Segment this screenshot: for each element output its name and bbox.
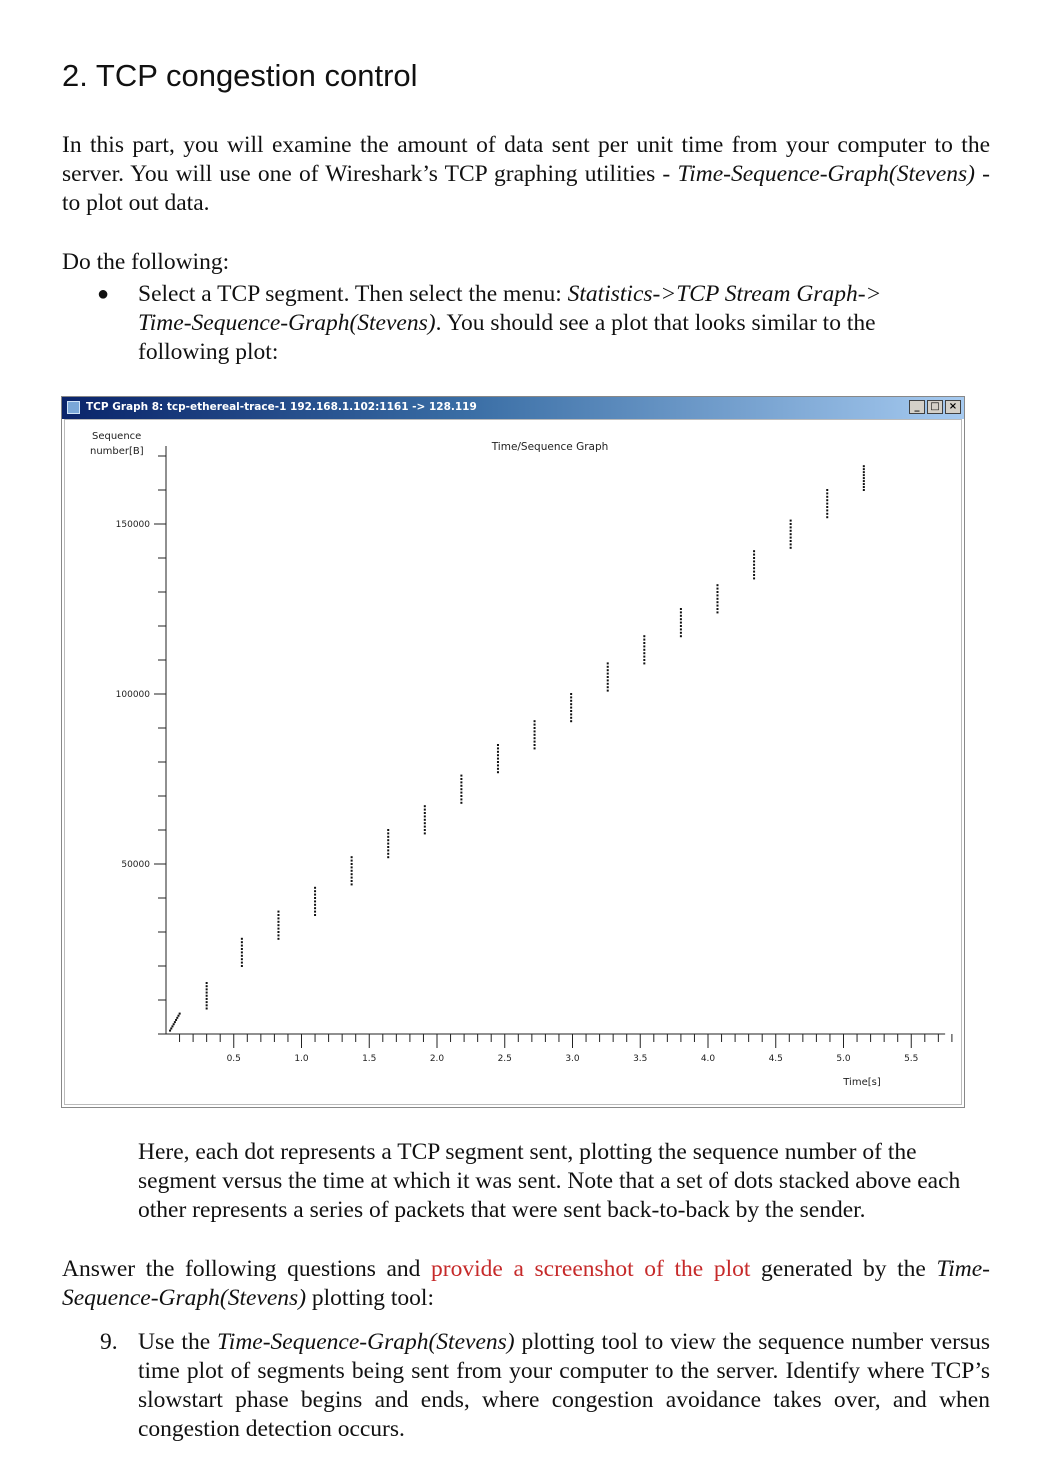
segment-dot [863,465,865,467]
segment-dot [206,982,208,984]
section-heading: 2. TCP congestion control [62,58,418,93]
segment-dot [206,1004,208,1006]
segment-dot [680,622,682,624]
segment-dot [497,764,499,766]
segment-dot [607,690,609,692]
segment-dot [314,894,316,896]
segment-dot [716,598,718,600]
intro-paragraph [62,131,990,218]
intro-tool-name: Time-Sequence-Graph(Stevens) [677,161,975,187]
segment-dot [790,530,792,532]
x-axis-label: Time[s] [843,1077,881,1088]
segment-dot [607,662,609,664]
y-tick-label: 50000 [121,860,150,870]
segment-dot [680,608,682,610]
segment-dot [169,1030,171,1032]
segment-dot [643,639,645,641]
segment-dot [170,1027,172,1029]
segment-dot [863,477,865,479]
bullet-text: Select a TCP segment. Then select the menu: [138,281,568,307]
window-titlebar[interactable] [62,397,964,419]
segment-dot [716,588,718,590]
segment-dot [460,775,462,777]
segment-dot [424,829,426,831]
segment-dot [277,931,279,933]
segment-dot [314,904,316,906]
segment-dot [753,554,755,556]
segment-dot [607,669,609,671]
segment-dot [607,679,609,681]
segment-dot [534,737,536,739]
segment-dot [460,788,462,790]
segment-dot [387,853,389,855]
bullet-text-end: . You should see a plot that looks similar to the following plot: [138,310,876,365]
segment-dot [570,717,572,719]
segment-dot [497,751,499,753]
segment-dot [387,849,389,851]
segment-dot [716,594,718,596]
segment-dot [460,778,462,780]
segment-dot [607,676,609,678]
y-axis-label-line1: Sequence [92,431,142,442]
segment-dot [534,747,536,749]
segment-dot [534,720,536,722]
segment-dot [716,611,718,613]
segment-dot [753,560,755,562]
segment-dot [241,951,243,953]
segment-dot [277,928,279,930]
segment-dot [534,730,536,732]
answer-tool-name: Time-Sequence-Graph(Stevens) [62,1256,990,1311]
segment-dot [174,1021,176,1023]
y-tick-label: 150000 [115,520,150,530]
segment-dot [570,713,572,715]
segment-dot [497,758,499,760]
segment-dot [277,917,279,919]
segment-dot [497,768,499,770]
x-tick-label: 1.5 [362,1054,377,1064]
answer-text-mid: generated by the [750,1256,937,1282]
segment-dot [314,914,316,916]
segment-dot [314,900,316,902]
x-tick-label: 2.5 [497,1054,512,1064]
y-axis-label-line2: number[B] [90,446,144,457]
segment-dot [716,605,718,607]
segment-dot [643,645,645,647]
segment-dot [351,880,353,882]
segment-dot [716,608,718,610]
segment-dot [790,543,792,545]
segment-dot [790,520,792,522]
segment-dot [206,992,208,994]
question-text: Use the [138,1329,218,1355]
segment-dot [826,506,828,508]
segment-dot [534,741,536,743]
segment-dot [680,628,682,630]
x-tick-label: 3.0 [565,1054,580,1064]
segment-dot [680,615,682,617]
segment-dot [534,727,536,729]
segment-dot [387,856,389,858]
segment-dot [241,938,243,940]
y-tick-label: 100000 [115,690,150,700]
segment-dot [643,642,645,644]
segment-dot [534,724,536,726]
segment-dot [607,686,609,688]
segment-dot [241,958,243,960]
segment-dot [534,734,536,736]
bullet-paragraph [138,280,948,367]
answer-intro [62,1255,990,1313]
segment-dot [277,924,279,926]
segment-dot [351,870,353,872]
x-tick-label: 4.5 [768,1054,783,1064]
question-paragraph [138,1328,990,1444]
x-tick-label: 1.0 [294,1054,309,1064]
segment-dot [863,468,865,470]
segment-dot [351,863,353,865]
segment-dot [424,812,426,814]
segment-dot [863,471,865,473]
segment-dot [826,496,828,498]
segment-dot [607,673,609,675]
x-tick-label: 3.5 [633,1054,648,1064]
segment-dot [716,601,718,603]
segment-dot [351,873,353,875]
x-tick-label: 5.5 [904,1054,919,1064]
segment-dot [753,577,755,579]
segment-dot [387,829,389,831]
tcp-graph-window [61,396,965,1108]
segment-dot [387,832,389,834]
segment-dot [351,877,353,879]
segment-dot [241,962,243,964]
segment-dot [790,537,792,539]
x-tick-label: 5.0 [836,1054,851,1064]
segment-dot [863,483,865,485]
segment-dot [826,499,828,501]
segment-dot [570,700,572,702]
bullet-menu-item: Time-Sequence-Graph(Stevens) [138,310,436,336]
segment-dot [643,656,645,658]
segment-dot [206,995,208,997]
segment-dot [570,703,572,705]
x-tick-label: 0.5 [226,1054,241,1064]
segment-dot [863,480,865,482]
segment-dot [424,809,426,811]
segment-dot [643,635,645,637]
segment-dot [753,550,755,552]
segment-dot [206,988,208,990]
segment-dot [607,683,609,685]
segment-dot [314,897,316,899]
segment-dot [424,815,426,817]
segment-dot [643,659,645,661]
segment-dot [680,618,682,620]
segment-dot [680,611,682,613]
segment-dot [570,710,572,712]
segment-dot [206,1008,208,1010]
question-tool-name: Time-Sequence-Graph(Stevens) [217,1329,515,1355]
segment-dot [753,567,755,569]
segment-dot [424,822,426,824]
segment-dot [570,720,572,722]
app-icon [67,401,80,414]
segment-dot [351,856,353,858]
segment-dot [206,1001,208,1003]
question-text-end: plotting tool to view the sequence number versus time plot of segments being sent from your computer to the server. Identify where TCP’s slowstart phase begins and ends, where congestion avoidance takes over, and when congestion detection occurs. [138,1329,990,1442]
segment-dot [175,1019,177,1021]
segment-dot [863,486,865,488]
segment-dot [790,523,792,525]
segment-dot [241,948,243,950]
segment-dot [680,632,682,634]
segment-dot [314,890,316,892]
segment-dot [460,795,462,797]
segment-dot [424,805,426,807]
segment-dot [790,526,792,528]
segment-dot [277,934,279,936]
segment-dot [460,792,462,794]
segment-dot [497,771,499,773]
segment-dot [716,584,718,586]
segment-dot [241,955,243,957]
chart-title: Time/Sequence Graph [491,441,609,453]
segment-dot [753,557,755,559]
segment-dot [387,839,389,841]
window-title: TCP Graph 8: tcp-ethereal-trace-1 192.168.1.102:1161 -> 128.119 [86,401,477,413]
segment-dot [753,574,755,576]
segment-dot [790,540,792,542]
segment-dot [424,832,426,834]
segment-dot [790,547,792,549]
x-tick-label: 2.0 [429,1054,445,1064]
do-following-label: Do the following: [62,249,230,275]
segment-dot [716,591,718,593]
segment-dot [643,649,645,651]
segment-dot [179,1013,181,1015]
segment-dot [277,914,279,916]
segment-dot [424,819,426,821]
segment-dot [277,921,279,923]
bullet-marker: ● [97,283,110,305]
segment-dot [241,965,243,967]
close-button[interactable]: × [945,400,961,414]
segment-dot [173,1023,175,1025]
segment-dot [570,707,572,709]
segment-dot [424,826,426,828]
segment-dot [570,696,572,698]
question-number: 9. [100,1329,118,1355]
segment-dot [460,802,462,804]
segment-dot [206,998,208,1000]
segment-dot [351,866,353,868]
segment-dot [460,785,462,787]
segment-dot [790,533,792,535]
segment-dot [277,911,279,913]
segment-dot [176,1017,178,1019]
segment-dot [460,798,462,800]
segment-dot [314,911,316,913]
segment-dot [826,509,828,511]
segment-dot [241,945,243,947]
maximize-button[interactable]: □ [927,400,943,414]
segment-dot [387,846,389,848]
intro-text: In this part, you will examine the amount of data sent per unit time from your computer to the server. You will use one of Wireshark’s TCP graphing utilities - [62,132,990,187]
segment-dot [607,666,609,668]
segment-dot [826,492,828,494]
segment-dot [826,516,828,518]
segment-dot [171,1025,173,1027]
segment-dot [177,1015,179,1017]
segment-dot [643,662,645,664]
segment-dot [351,860,353,862]
screenshot-requirement: provide a screenshot of the plot [431,1256,751,1282]
segment-dot [534,744,536,746]
segment-dot [314,907,316,909]
segment-dot [826,513,828,515]
time-sequence-chart [62,419,962,1105]
bullet-menu-path: Statistics->TCP Stream Graph-> [567,281,882,307]
segment-dot [863,474,865,476]
answer-text: Answer the following questions and [62,1256,432,1282]
minimize-button[interactable]: _ [909,400,925,414]
segment-dot [314,887,316,889]
segment-dot [570,693,572,695]
segment-dot [351,883,353,885]
segment-dot [826,489,828,491]
segment-dot [497,761,499,763]
segment-dot [497,747,499,749]
segment-dot [460,781,462,783]
segment-dot [387,843,389,845]
segment-dot [497,754,499,756]
segment-dot [277,938,279,940]
segment-dot [643,652,645,654]
explanation-paragraph: Here, each dot represents a TCP segment sent, plotting the sequence number of the segment versus the time at which it was sent. Note that a set of dots stacked above each other represents a series of packets that were sent back-to-back by the sender. [138,1139,961,1223]
answer-text-end: plotting tool: [306,1285,434,1311]
segment-dot [387,836,389,838]
intro-text-end: - to plot out data. [62,161,991,216]
segment-dot [497,744,499,746]
segment-dot [680,625,682,627]
segment-dot [206,985,208,987]
segment-dot [826,503,828,505]
segment-dot [863,489,865,491]
segment-dot [241,941,243,943]
segment-dot [753,571,755,573]
segment-dot [753,564,755,566]
segment-dot [680,635,682,637]
x-tick-label: 4.0 [700,1054,716,1064]
